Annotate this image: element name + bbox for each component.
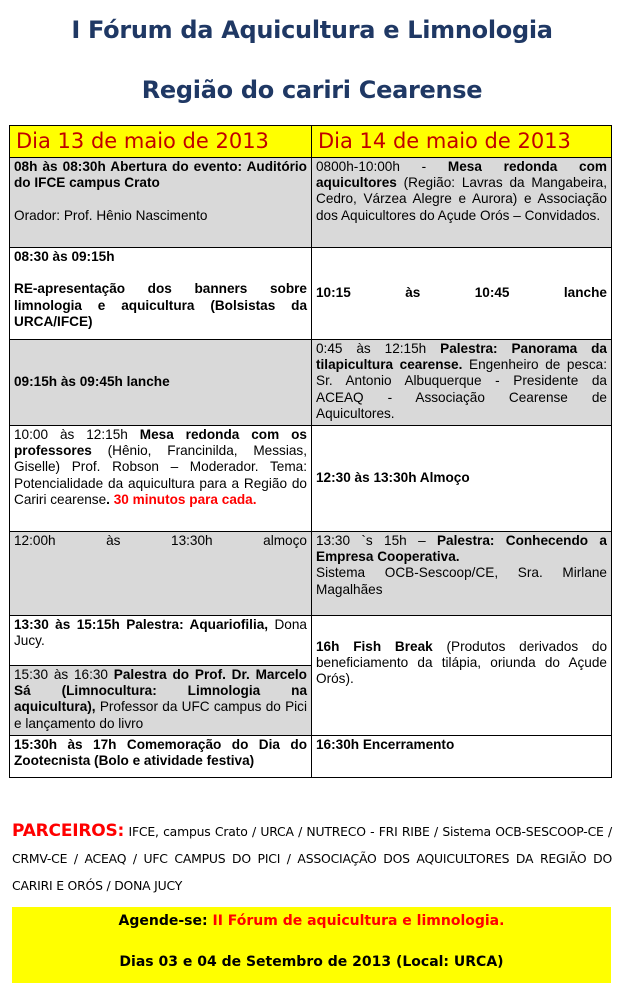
marcelo-title: Palestra do Prof. Dr. Marcelo Sá (Limnocultura: Limnologia na aquicultura), [14,667,307,715]
cell-palestra-cooperativa [312,532,612,616]
fish-break-desc: (Produtos derivados do beneficiamento da tilápia, oriunda do Açude Orós). [316,638,608,687]
orador-text: Orador: Prof. Hênio Nascimento [14,207,208,223]
cell-mesa-professores [10,426,312,532]
day2-header: Dia 14 de maio de 2013 [312,126,612,158]
aquariofilia-title: 13:30 às 15:15h Palestra: Aquariofilia, [14,617,269,632]
table-row [10,340,612,426]
banners-text: RE-apresentação dos banners sobre limnologia e aquicultura (Bolsistas da URCA/IFCE) [14,281,307,329]
marcelo-time: 15:30 às 16:30 [14,667,114,682]
lanche-word-1: 10:15 [316,285,351,301]
cell-palestra-tilapicultura [312,340,612,426]
cooperativa-title: Palestra: Conhecendo a Empresa Cooperativa. [316,533,607,565]
mesa-professores-desc: (Hênio, Francinilda, Messias, Giselle) Prof. Robson – Moderador. Tema: Potencialidade da aquicultura para a Região do Cariri cearense [14,443,307,507]
cell-almoco-1230: 12:30 às 13:30h Almoço [312,426,612,532]
lanche-word-3: 10:45 [474,285,510,301]
tilapicultura-time: 0:45 às 12:15h [316,341,441,356]
mesa-professores-time: 10:00 às 12:15h [14,427,140,442]
banners-time: 08:30 às 09:15h [14,249,115,264]
agenda-box [12,907,611,983]
agenda-label: Agende-se: [118,913,213,929]
partners-label: PARCEIROS: [12,821,125,841]
agenda-line-1 [12,913,611,929]
schedule-table [9,125,612,778]
page-title: I Fórum da Aquicultura e Limnologia [71,16,553,44]
mesa-aquicultores-desc: (Região: Lavras da Mangabeira, Cedro, Várzea Alegre e Aurora) e Associação dos Aquicultores do Açude Orós – Convidados. [316,175,607,223]
mesa-professores-title: Mesa redonda com os professores [14,427,307,459]
cell-aquariofilia [10,616,312,666]
lanche-word-2: às [405,285,421,301]
cooperativa-time: 13:30 `s 15h – [316,533,437,548]
cell-encerramento: 16:30h Encerramento [312,736,612,778]
almoco-word-2: às [106,533,121,548]
cell-lanche-0915: 09:15h às 09:45h lanche [10,340,312,426]
almoco-word-1: 12:00h [14,533,56,548]
cell-almoco-1200 [10,532,312,616]
cell-palestra-marcelo [10,666,312,736]
almoco-word-4: almoço [263,533,307,548]
cell-abertura [10,158,312,248]
abertura-text: 08h às 08:30h Abertura do evento: Auditório do IFCE campus Crato [14,159,307,191]
almoco-word-3: 13:30h [171,533,213,548]
agenda-dates: Dias 03 e 04 de Setembro de 2013 (Local: URCA) [119,954,504,970]
table-header-row [10,126,612,158]
day1-header: Dia 13 de maio de 2013 [10,126,312,158]
mesa-aquicultores-title: Mesa redonda com aquicultores [316,159,607,191]
agenda-event: II Fórum de aquicultura e limnologia. [212,913,505,929]
aquariofilia-speaker: Dona Jucy. [14,617,307,649]
table-row [10,532,612,616]
cooperativa-desc: Sistema OCB-Sescoop/CE, Sra. Mirlane Magalhães [316,565,607,597]
cell-fish-break [312,616,612,736]
table-row [10,158,612,248]
mesa-aquicultores-time: 0800h-10:00h - [316,159,448,174]
cell-mesa-aquicultores [312,158,612,248]
mesa-professores-dot: . [106,491,114,507]
mesa-professores-note: 30 minutos para cada. [113,491,257,507]
marcelo-desc: Professor da UFC campus do Pici e lançamento do livro [14,699,307,731]
fish-break-title: 16h Fish Break [316,638,433,654]
table-row [10,616,612,666]
table-row [10,736,612,778]
lanche-word-4: lanche [563,285,607,301]
cell-banners [10,248,312,340]
tilapicultura-title: Palestra: Panorama da tilapicultura cearense. [316,341,607,373]
cell-lanche-1015 [312,248,612,340]
table-row [10,426,612,532]
partners-section [12,818,612,899]
table-row [10,248,612,340]
cell-zootecnista: 15:30h às 17h Comemoração do Dia do Zootecnista (Bolo e atividade festiva) [10,736,312,778]
tilapicultura-desc: Engenheiro de pesca: Sr. Antonio Albuquerque - Presidente da ACEAQ - Associação Cearense de Aquicultores. [316,357,607,421]
partners-list: IFCE, campus Crato / URCA / NUTRECO - FRI RIBE / Sistema OCB-SESCOOP-CE / CRMV-CE / ACEAQ / UFC CAMPUS DO PICI / ASSOCIAÇÃO DOS AQUICULTORES DA REGIÃO DO CARIRI E ORÓS / DONA JUCY [12,824,612,893]
page-subtitle: Região do cariri Cearense [141,76,483,104]
